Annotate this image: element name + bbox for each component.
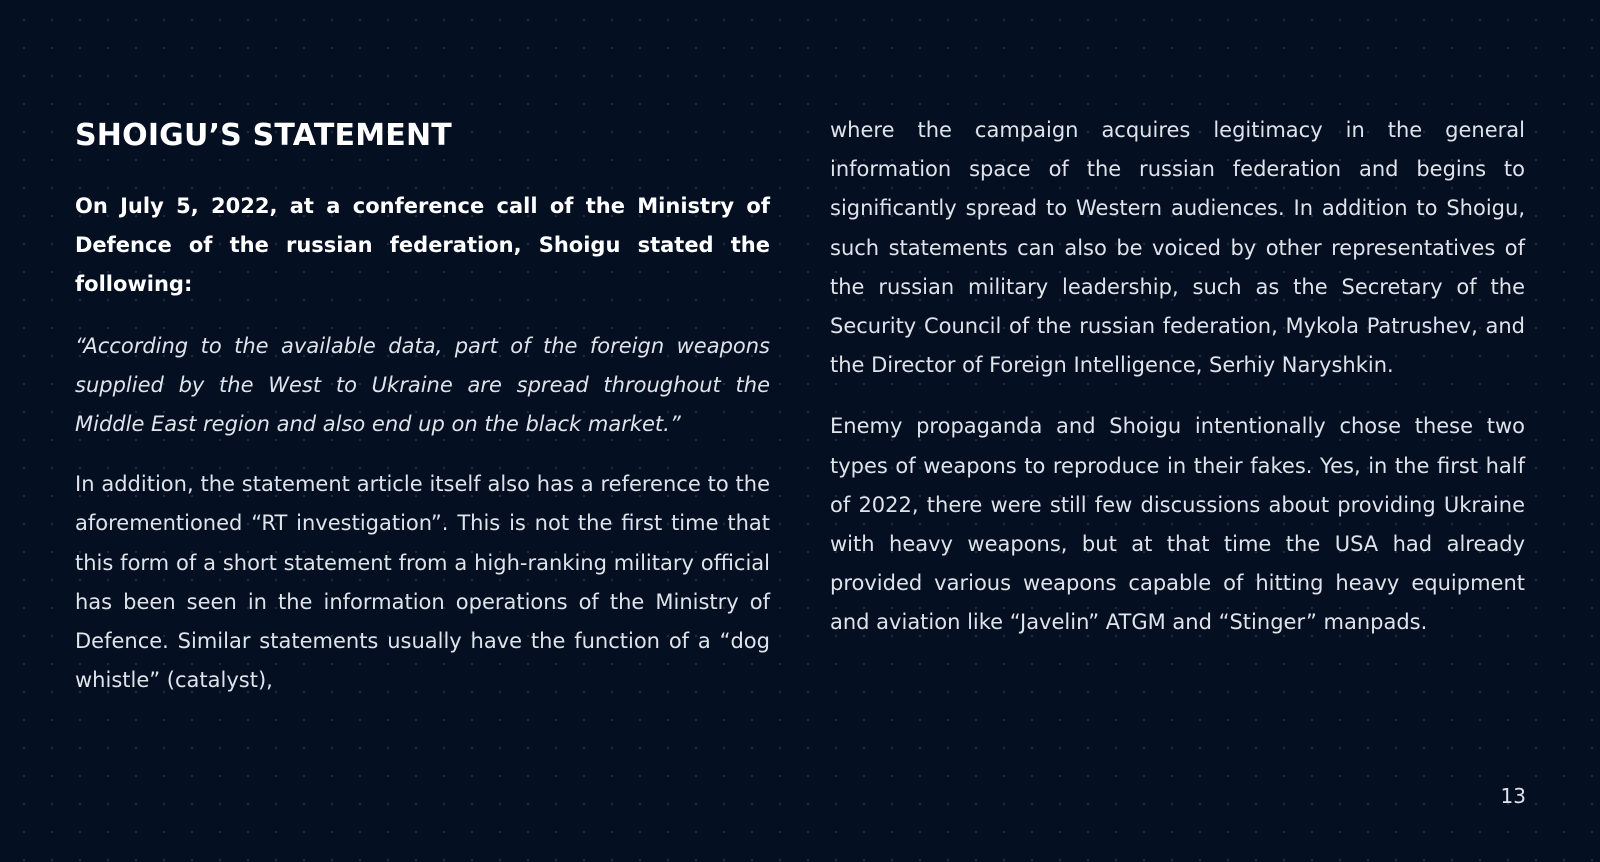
quote-paragraph: “According to the available data, part of the foreign weapons supplied by the West to Ukraine are spread throughout the Middle East region and also end up on the black market.” — [75, 333, 770, 437]
right-column — [830, 111, 1525, 643]
body-paragraph-1-start: In addition, the statement article itself also has a reference to the aforementioned “RT investigation”. This is not the first time that this form of a short statement from a high-ranking military official has been seen in the information operations of the Ministry of Defence. Similar statements usually have the function of a “dog whistle” (catalyst), — [75, 472, 770, 693]
page-number: 13 — [1500, 784, 1526, 808]
body-paragraph-2: Enemy propaganda and Shoigu intentionally chose these two types of weapons to reproduce in their fakes. Yes, in the first half of 2022, there were still few discussions about providing Ukraine with heavy weapons, but at that time the USA had already provided various weapons capable of hitting heavy equipment and aviation like “Javelin” ATGM and “Stinger” manpads. — [830, 414, 1525, 635]
page-title: SHOIGU’S STATEMENT — [75, 118, 452, 153]
body-paragraph-1-end: where the campaign acquires legitimacy in the general information space of the russian federation and begins to significantly spread to Western audiences. In addition to Shoigu, such statements can also be voiced by other representatives of the russian military leadership, such as the Secretary of the Security Council of the russian federation, Mykola Patrushev, and the Director of Foreign Intelligence, Serhiy Naryshkin. — [830, 118, 1525, 378]
left-column — [75, 116, 770, 700]
intro-paragraph: On July 5, 2022, at a conference call of the Ministry of Defence of the russian federation, Shoigu stated the following: — [75, 194, 770, 297]
